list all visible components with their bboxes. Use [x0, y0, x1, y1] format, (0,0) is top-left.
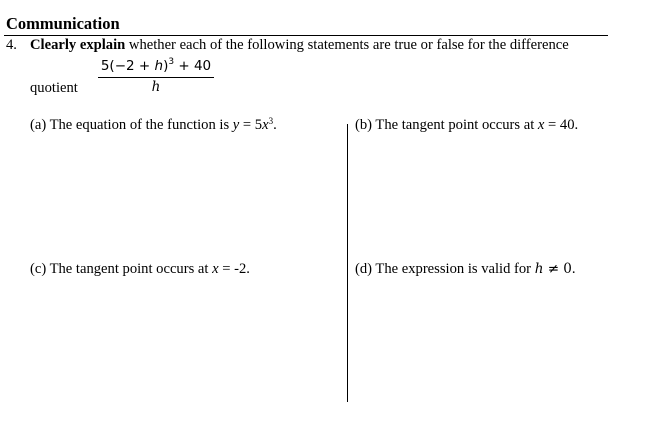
- question-text: whether each of the following statements are true or false for the difference: [125, 37, 569, 53]
- question-text-continuation: quotient: [30, 80, 78, 96]
- statement-b-label: (b): [355, 117, 373, 133]
- question-bold-lead: Clearly explain: [30, 37, 126, 53]
- statement-d-label: (d): [355, 261, 373, 277]
- statement-c-label: (c): [30, 261, 47, 277]
- difference-quotient-expression: [98, 56, 214, 97]
- statement-d: (d) The expression is valid for h ≠ 0.: [355, 261, 576, 277]
- statement-c: (c) The tangent point occurs at x = -2.: [30, 261, 250, 277]
- section-heading: Communication: [6, 14, 120, 33]
- column-divider: [347, 124, 348, 402]
- fraction-numerator: $5(-2 + h)^3 + 40$: [100, 57, 212, 74]
- question-number: 4.: [6, 37, 17, 53]
- fraction-denominator: h: [151, 79, 161, 95]
- question-prompt: [6, 37, 569, 54]
- statement-b: (b) The tangent point occurs at x = 40.: [355, 117, 579, 133]
- heading-underline: [4, 35, 608, 36]
- statement-a-label: (a): [30, 117, 47, 133]
- statement-a: (a) The equation of the function is $y = 5x^3$.: [30, 116, 277, 133]
